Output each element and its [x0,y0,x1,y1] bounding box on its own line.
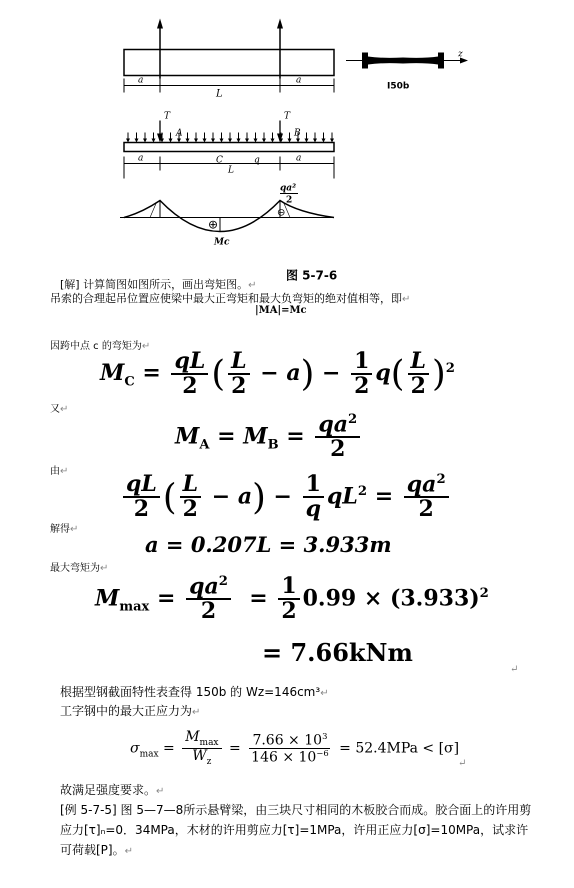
beam-figure [0,0,574,283]
from-text: 由↵ [50,466,69,477]
label-Mc: Mc [214,237,230,248]
lift-arrow-right-head [277,19,283,29]
abs-equation: |MA|=Mc [255,305,307,316]
equation-mc: $M_C$ = $\frac{qL}{2}$ ( $\frac{L}{2}$ − a) − $\frac{1}{2}$ q( $\frac{L}{2}$ )$^2$ [100,348,455,400]
plus-sign: ⊕ [208,217,219,232]
axis-z-label: z [458,49,463,60]
equation-mmax: $M_{max}$ = $\frac{qa^2}{2}$ = $\frac{1}{2}$ $0.99 \times (3.933)^2$ [95,573,489,625]
lift-arrow-left-head [157,19,163,29]
equation-sigma: $\sigma_{max}$ = $\frac{M_{max}}{W_z}$ = $\frac{7.66 \times 10^3}{146 \times 10^{-6}}$ = 52.4MPa < [σ] [130,729,460,768]
moment-num: qa² [280,183,297,194]
lookup-text: 根据型钢截面特性表查得 150b 的 Wz=146cm³↵ [60,685,329,699]
label-C: C [216,155,223,166]
equation-equality: $\frac{qL}{2}$ ( $\frac{L}{2}$ − a) − $\frac{1}{q}$ $qL^2$ = $\frac{qa^2}{2}$ [120,473,452,522]
solution-line-2: 吊索的合理起吊位置应使梁中最大正弯矩和最大负弯矩的绝对值相等，即↵ [50,292,411,305]
equation-ma-mb: $M_A = M_B$ = $\frac{qa^2}{2}$ [175,413,363,462]
figure-caption: 图 5-7-6 [286,268,338,283]
dim-L-mid: L [228,165,234,176]
also-text: 又↵ [50,404,69,415]
return-mark-2: ↵ [458,758,467,769]
section-label: I50b [387,81,410,92]
dim-a-right-top: a [296,75,302,86]
conclusion-text: 故满足强度要求。↵ [60,783,165,797]
equation-a-value: a = 0.207L = 3.933m [145,532,392,557]
dim-a-left-top: a [138,75,144,86]
label-q: q [254,155,260,166]
max-stress-text: 工字钢中的最大正应力为↵ [60,704,201,718]
minus-sign: ⊖ [277,207,286,219]
i-beam-section [346,53,468,69]
solution-intro: [解] 计算简图如图所示，画出弯矩图。↵ [60,278,257,291]
beam-top [124,50,334,76]
label-T-left: T [164,111,171,122]
solve-text: 解得↵ [50,524,79,535]
dim-a-right-mid: a [296,153,302,164]
dim-L-top: L [216,88,223,100]
equation-mmax-result: = 7.66kNm [262,638,413,667]
return-mark: ↵ [510,664,519,675]
label-A: A [176,128,183,139]
max-moment-text: 最大弯矩为↵ [50,563,109,574]
label-T-right: T [284,111,291,122]
example-paragraph: [例 5-7-5] 图 5—7—8所示悬臂梁，由三块尺寸相同的木板胶合而成。胶合面上的许用剪应力[τ]ₙ=0．34MPa，木材的许用剪应力[τ]=1MPa，许用正应力[σ]=10MPa，试求许可荷载[P]。↵ [60,803,532,857]
moment-den: 2 [286,195,293,206]
beam-middle [124,143,334,152]
label-B: B [294,128,301,139]
dim-a-left-mid: a [138,153,144,164]
mid-moment-text: 因跨中点 c 的弯矩为↵ [50,341,151,352]
